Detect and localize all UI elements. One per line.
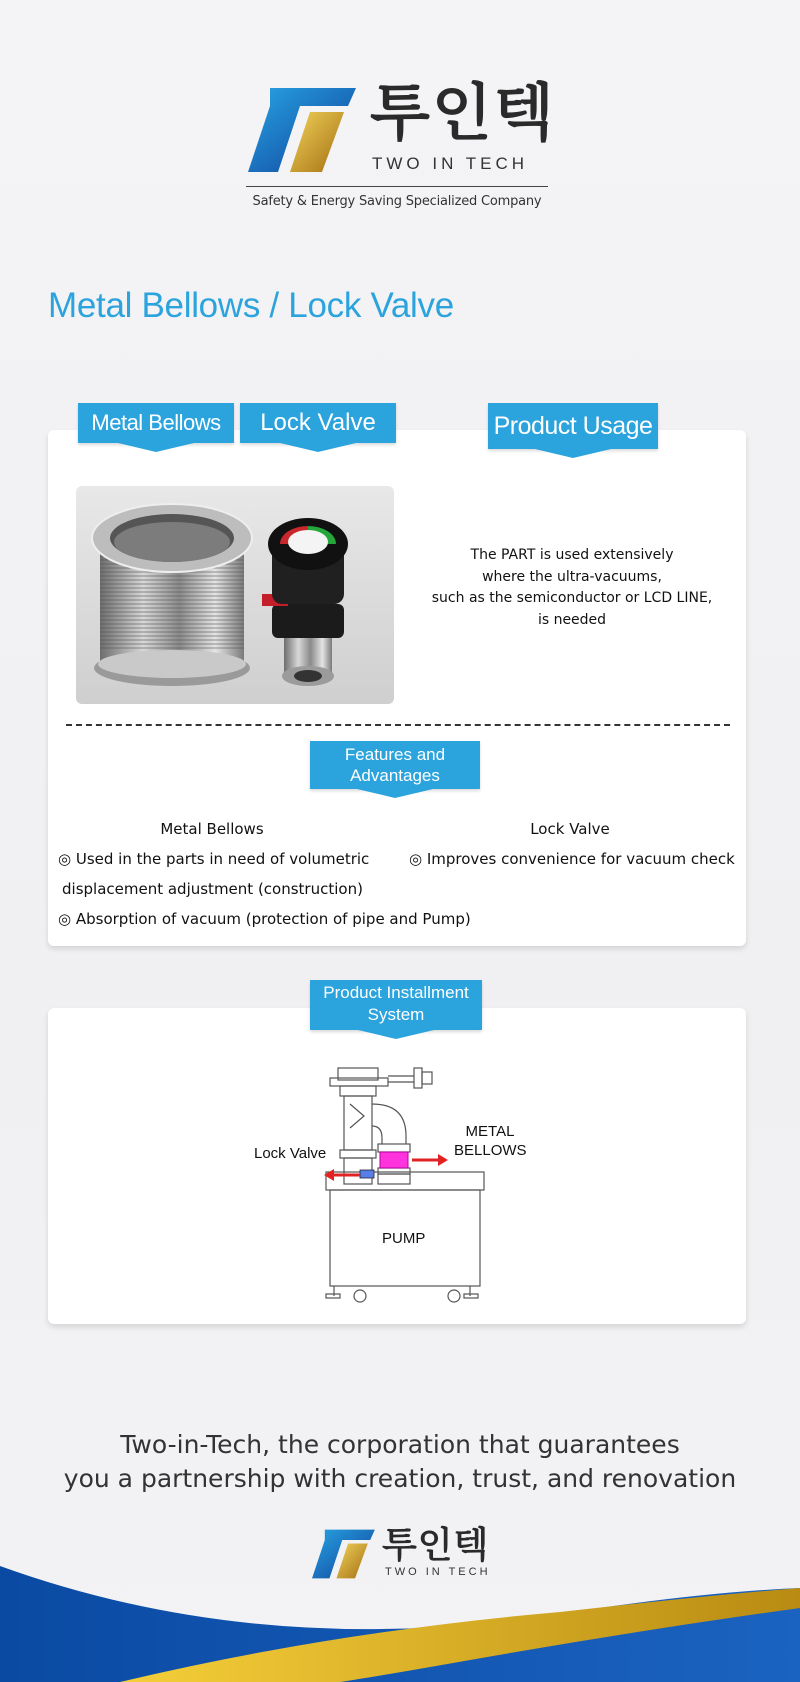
installment-diagram (320, 1064, 500, 1306)
footer-tagline (0, 1428, 800, 1496)
product-photo (76, 486, 394, 704)
usage-line: is needed (537, 611, 607, 628)
tab-product-usage (488, 403, 658, 449)
features-metal-bellows-point: displacement adjustment (construction) (62, 880, 363, 898)
usage-line: where the ultra-vacuums, (482, 568, 662, 585)
diagram-label-metal-bellows (454, 1122, 526, 1160)
tab-lock-valve (240, 403, 396, 443)
page-title: Metal Bellows / Lock Valve (48, 286, 454, 325)
usage-line: such as the semiconductor or LCD LINE, (431, 590, 713, 606)
metal-bellows-label-line: BELLOWS (454, 1142, 527, 1159)
footer-logo-english: TWO IN TECH (385, 1566, 491, 1578)
features-tab-line: Features and (344, 745, 446, 764)
features-metal-bellows-title: Metal Bellows (160, 820, 264, 838)
footer-logo-korean: 투인텍 (382, 1525, 490, 1566)
tab-features-advantages (310, 741, 480, 789)
footer-tagline-line: Two-in-Tech, the corporation that guarantees (120, 1430, 680, 1459)
tab-metal-bellows (78, 403, 234, 443)
diagram-label-lock-valve: Lock Valve (254, 1145, 327, 1162)
diagram-label-pump: PUMP (382, 1230, 426, 1247)
tab-metal-bellows-label: Metal Bellows (91, 410, 221, 435)
section-divider (66, 724, 730, 726)
tab-product-installment-system (310, 980, 482, 1030)
features-metal-bellows-point: ◎ Absorption of vacuum (protection of pipe and Pump) (58, 910, 471, 928)
lock-valve-highlight (360, 1170, 374, 1178)
usage-line: The PART is used extensively (470, 547, 674, 563)
logo-divider (246, 186, 548, 187)
company-logo-mark (248, 88, 358, 172)
install-tab-line: Product Installment (323, 983, 469, 1002)
install-tab-line: System (367, 1005, 425, 1024)
features-lock-valve-point: ◎ Improves convenience for vacuum check (409, 850, 735, 868)
logo-tagline: Safety & Energy Saving Specialized Company (252, 194, 542, 209)
footer-wave (0, 1548, 800, 1682)
features-tab-line: Advantages (350, 766, 440, 785)
tab-lock-valve-label: Lock Valve (260, 409, 376, 436)
footer-tagline-line: you a partnership with creation, trust, and renovation (63, 1464, 737, 1493)
features-lock-valve-title: Lock Valve (530, 820, 610, 838)
metal-bellows-highlight (380, 1152, 408, 1168)
logo-korean-text: 투인텍 (370, 76, 556, 149)
metal-bellows-label-line: METAL (465, 1123, 515, 1140)
tab-product-usage-label: Product Usage (493, 412, 653, 440)
product-usage-text (428, 545, 716, 631)
metal-bellows-image (92, 504, 252, 686)
logo-english-text: TWO IN TECH (372, 154, 529, 173)
features-metal-bellows-point: ◎ Used in the parts in need of volumetric (58, 850, 370, 868)
